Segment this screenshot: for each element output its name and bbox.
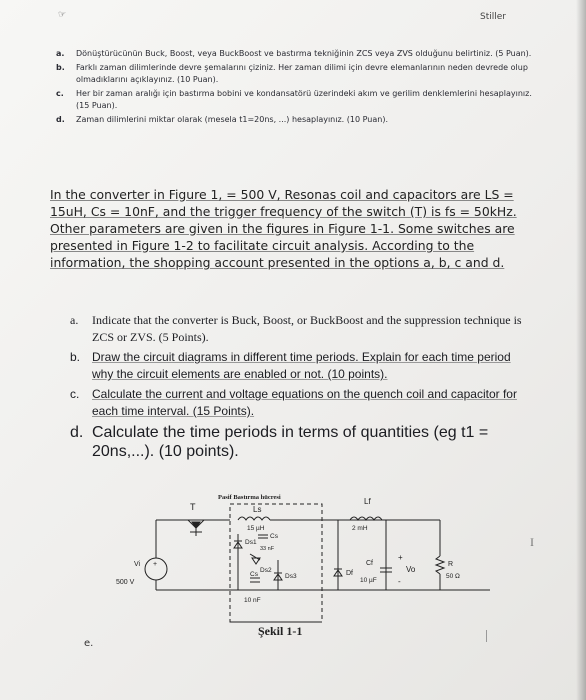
question-a: a. Indicate that the converter is Buck, Boost, or BuckBoost and the suppression technique is ZCS or ZVS. (5 Points). xyxy=(70,313,522,344)
df-label: Df xyxy=(346,570,353,577)
cf-label: Cf xyxy=(366,560,373,567)
cf-value: 10 µF xyxy=(360,577,377,584)
turkish-item-a: a. Dönüştürücünün Buck, Boost, veya BuckBoost ve bastırma tekniğinin ZCS veya ZVS olduğunu belirtiniz. (5 Puan). xyxy=(56,49,532,58)
vo-plus: + xyxy=(398,553,403,562)
circuit-diagram xyxy=(110,490,510,650)
figure-caption: Şekil 1-1 xyxy=(258,624,303,638)
ds2-diode-symbol xyxy=(252,558,260,564)
ds3-label: Ds3 xyxy=(285,573,297,580)
lf-label: Lf xyxy=(364,497,371,506)
cs2-label: Cs xyxy=(250,571,258,578)
turkish-item-d: d. Zaman dilimlerini miktar olarak (mesela t1=20ns, ...) hesaplayınız. (10 Puan). xyxy=(56,115,388,124)
ls-label: Ls xyxy=(253,505,262,514)
ls-inductor-symbol xyxy=(238,517,270,520)
question-b: b. Draw the circuit diagrams in different time periods. Explain for each time period why the circuit elements are enabled or not. (10 points). xyxy=(70,350,511,381)
question-c: c. Calculate the current and voltage equations on the quench coil and capacitor for each time interval. (15 Points). xyxy=(70,387,517,418)
corner-mark: ☞ xyxy=(58,10,67,20)
text-cursor-icon: I xyxy=(530,535,534,549)
ls-value: 15 µH xyxy=(247,525,265,532)
vi-label: Vi xyxy=(134,561,141,568)
cs-label: Cs xyxy=(270,533,278,540)
ds1-label: Ds1 xyxy=(245,539,257,546)
english-intro-paragraph: In the converter in Figure 1, = 500 V, Resonas coil and capacitors are LS = 15uH, Cs = 10nF, and the trigger frequency of the switch (T) is fs = 50kHz. Other parameters are given in the figures in Figure 1-1. Some switches are presented in Figure 1-2 to facilitate circuit analysis. According to the information, the shopping account presented in the options a, b, c and d. xyxy=(50,187,517,270)
vo-label: Vo xyxy=(406,565,416,574)
cs2-value: 10 nF xyxy=(244,597,261,604)
switch-t-label: T xyxy=(190,502,196,512)
header-label: Stiller xyxy=(480,12,506,22)
lf-value: 2 mH xyxy=(352,525,368,532)
snubber-cell-box xyxy=(230,504,322,622)
turkish-question-list xyxy=(56,48,536,128)
pen-mark xyxy=(486,630,487,642)
r-resistor-symbol xyxy=(436,556,444,574)
english-question-list xyxy=(70,312,530,464)
ds2-label: Ds2 xyxy=(260,567,272,574)
svg-text:+: + xyxy=(153,561,158,568)
snubber-cell-title: Pasif Bastırma hücresi xyxy=(218,494,281,501)
vi-value: 500 V xyxy=(116,579,135,586)
turkish-item-c: c. Her bir zaman aralığı için bastırma bobini ve kondansatörü üzerindeki akım ve gerilim denklemlerini hesaplayınız. (15 Puan). xyxy=(56,89,532,110)
turkish-item-b: b. Farklı zaman dilimlerinde devre şemalarını çiziniz. Her zaman dilimi için devre elemanlarının neden devrede olup olmadıklarını açıklayınız. (10 Puan). xyxy=(56,63,528,84)
bottom-letter: e. xyxy=(84,638,94,649)
r-label: R xyxy=(448,561,454,568)
vo-minus: - xyxy=(398,577,401,586)
r-value: 50 Ω xyxy=(446,573,460,580)
cs-small-value: 33 nF xyxy=(260,546,275,552)
question-d: d. Calculate the time periods in terms of quantities (eg t1 = 20ns,...). (10 points). xyxy=(70,424,489,460)
page-edge-shadow xyxy=(576,0,586,700)
